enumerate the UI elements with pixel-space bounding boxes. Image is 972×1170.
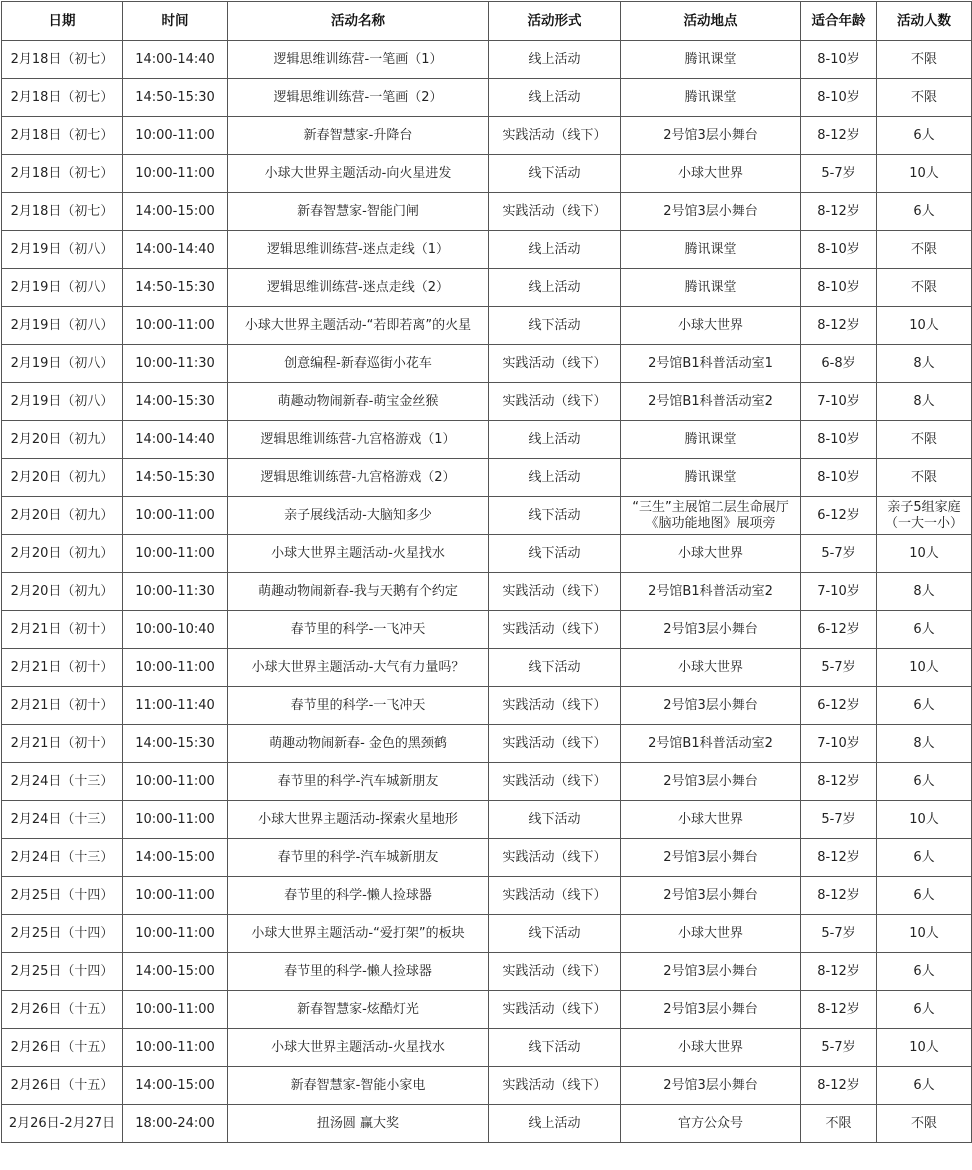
cell-location: 官方公众号 bbox=[621, 1105, 801, 1143]
cell-time: 14:00-14:40 bbox=[123, 41, 228, 79]
cell-age: 5-7岁 bbox=[801, 649, 877, 687]
cell-age: 7-10岁 bbox=[801, 383, 877, 421]
cell-age: 6-8岁 bbox=[801, 345, 877, 383]
header-location: 活动地点 bbox=[621, 2, 801, 41]
table-row bbox=[2, 79, 972, 117]
cell-activity-name: 春节里的科学-一飞冲天 bbox=[228, 611, 489, 649]
table-body bbox=[2, 41, 972, 1143]
cell-activity-format: 实践活动（线下） bbox=[489, 611, 621, 649]
cell-activity-format: 线上活动 bbox=[489, 269, 621, 307]
header-row bbox=[2, 2, 972, 41]
cell-age: 不限 bbox=[801, 1105, 877, 1143]
cell-time: 10:00-11:00 bbox=[123, 117, 228, 155]
cell-date: 2月20日（初九） bbox=[2, 421, 123, 459]
cell-activity-format: 线下活动 bbox=[489, 307, 621, 345]
cell-capacity: 10人 bbox=[877, 535, 972, 573]
table-row bbox=[2, 725, 972, 763]
cell-activity-name: 小球大世界主题活动-“若即若离”的火星 bbox=[228, 307, 489, 345]
cell-capacity: 6人 bbox=[877, 687, 972, 725]
cell-time: 10:00-11:00 bbox=[123, 649, 228, 687]
cell-activity-name: 亲子展线活动-大脑知多少 bbox=[228, 497, 489, 535]
cell-location: 2号馆3层小舞台 bbox=[621, 611, 801, 649]
cell-time: 10:00-11:00 bbox=[123, 1029, 228, 1067]
cell-capacity: 不限 bbox=[877, 231, 972, 269]
cell-capacity: 不限 bbox=[877, 269, 972, 307]
cell-age: 8-12岁 bbox=[801, 117, 877, 155]
cell-activity-name: 萌趣动物闹新春-萌宝金丝猴 bbox=[228, 383, 489, 421]
cell-activity-format: 实践活动（线下） bbox=[489, 991, 621, 1029]
cell-activity-format: 线上活动 bbox=[489, 41, 621, 79]
table-row bbox=[2, 1067, 972, 1105]
cell-time: 10:00-11:00 bbox=[123, 497, 228, 535]
cell-capacity: 6人 bbox=[877, 763, 972, 801]
cell-date: 2月24日（十三） bbox=[2, 801, 123, 839]
cell-date: 2月19日（初八） bbox=[2, 345, 123, 383]
cell-time: 14:50-15:30 bbox=[123, 459, 228, 497]
cell-location: 2号馆B1科普活动室2 bbox=[621, 725, 801, 763]
cell-activity-format: 实践活动（线下） bbox=[489, 877, 621, 915]
cell-activity-format: 实践活动（线下） bbox=[489, 725, 621, 763]
cell-activity-name: 新春智慧家-智能小家电 bbox=[228, 1067, 489, 1105]
cell-activity-format: 线下活动 bbox=[489, 497, 621, 535]
cell-capacity: 6人 bbox=[877, 117, 972, 155]
cell-age: 8-12岁 bbox=[801, 991, 877, 1029]
cell-activity-name: 小球大世界主题活动-向火星进发 bbox=[228, 155, 489, 193]
table-row bbox=[2, 839, 972, 877]
cell-time: 10:00-11:00 bbox=[123, 763, 228, 801]
cell-activity-name: 萌趣动物闹新春- 金色的黑颈鹤 bbox=[228, 725, 489, 763]
cell-age: 5-7岁 bbox=[801, 155, 877, 193]
cell-activity-name: 逻辑思维训练营-九宫格游戏（1） bbox=[228, 421, 489, 459]
cell-date: 2月20日（初九） bbox=[2, 573, 123, 611]
table-row bbox=[2, 421, 972, 459]
cell-date: 2月19日（初八） bbox=[2, 307, 123, 345]
cell-time: 10:00-11:00 bbox=[123, 307, 228, 345]
table-row bbox=[2, 193, 972, 231]
cell-date: 2月19日（初八） bbox=[2, 269, 123, 307]
cell-time: 10:00-11:30 bbox=[123, 573, 228, 611]
cell-location: 腾讯课堂 bbox=[621, 41, 801, 79]
cell-activity-format: 实践活动（线下） bbox=[489, 763, 621, 801]
cell-activity-name: 小球大世界主题活动-火星找水 bbox=[228, 1029, 489, 1067]
cell-time: 10:00-11:30 bbox=[123, 345, 228, 383]
cell-activity-name: 逻辑思维训练营-迷点走线（2） bbox=[228, 269, 489, 307]
cell-age: 8-12岁 bbox=[801, 953, 877, 991]
cell-activity-format: 线下活动 bbox=[489, 535, 621, 573]
cell-location: 2号馆3层小舞台 bbox=[621, 193, 801, 231]
cell-capacity: 6人 bbox=[877, 953, 972, 991]
cell-age: 8-10岁 bbox=[801, 269, 877, 307]
cell-activity-format: 实践活动（线下） bbox=[489, 839, 621, 877]
cell-activity-format: 线上活动 bbox=[489, 1105, 621, 1143]
table-row bbox=[2, 117, 972, 155]
cell-date: 2月18日（初七） bbox=[2, 41, 123, 79]
cell-activity-name: 春节里的科学-汽车城新朋友 bbox=[228, 763, 489, 801]
cell-capacity: 不限 bbox=[877, 1105, 972, 1143]
cell-date: 2月18日（初七） bbox=[2, 117, 123, 155]
cell-age: 8-12岁 bbox=[801, 307, 877, 345]
table-row bbox=[2, 991, 972, 1029]
cell-age: 8-10岁 bbox=[801, 231, 877, 269]
table-row bbox=[2, 231, 972, 269]
cell-activity-name: 小球大世界主题活动-探索火星地形 bbox=[228, 801, 489, 839]
cell-capacity: 10人 bbox=[877, 915, 972, 953]
cell-location: 2号馆3层小舞台 bbox=[621, 953, 801, 991]
cell-location: 小球大世界 bbox=[621, 535, 801, 573]
cell-location: 小球大世界 bbox=[621, 155, 801, 193]
cell-age: 5-7岁 bbox=[801, 1029, 877, 1067]
cell-date: 2月21日（初十） bbox=[2, 725, 123, 763]
activity-schedule-table bbox=[1, 1, 972, 1143]
cell-time: 14:00-14:40 bbox=[123, 421, 228, 459]
cell-age: 6-12岁 bbox=[801, 687, 877, 725]
cell-location: 腾讯课堂 bbox=[621, 79, 801, 117]
cell-location: 2号馆3层小舞台 bbox=[621, 687, 801, 725]
cell-activity-name: 小球大世界主题活动-大气有力量吗？ bbox=[228, 649, 489, 687]
cell-activity-format: 线下活动 bbox=[489, 1029, 621, 1067]
cell-capacity: 8人 bbox=[877, 573, 972, 611]
cell-date: 2月21日（初十） bbox=[2, 687, 123, 725]
cell-activity-name: 春节里的科学-一飞冲天 bbox=[228, 687, 489, 725]
cell-capacity: 6人 bbox=[877, 877, 972, 915]
cell-date: 2月20日（初九） bbox=[2, 459, 123, 497]
cell-time: 14:00-15:00 bbox=[123, 839, 228, 877]
cell-capacity: 10人 bbox=[877, 1029, 972, 1067]
cell-activity-format: 实践活动（线下） bbox=[489, 383, 621, 421]
cell-date: 2月21日（初十） bbox=[2, 611, 123, 649]
cell-activity-format: 线上活动 bbox=[489, 231, 621, 269]
cell-activity-name: 逻辑思维训练营-迷点走线（1） bbox=[228, 231, 489, 269]
cell-location: 2号馆3层小舞台 bbox=[621, 117, 801, 155]
cell-activity-name: 新春智慧家-智能门闸 bbox=[228, 193, 489, 231]
cell-activity-format: 实践活动（线下） bbox=[489, 193, 621, 231]
cell-time: 10:00-11:00 bbox=[123, 915, 228, 953]
cell-date: 2月18日（初七） bbox=[2, 155, 123, 193]
cell-age: 8-12岁 bbox=[801, 763, 877, 801]
cell-date: 2月20日（初九） bbox=[2, 497, 123, 535]
cell-activity-name: 创意编程-新春巡街小花车 bbox=[228, 345, 489, 383]
header-capacity: 活动人数 bbox=[877, 2, 972, 41]
cell-capacity: 8人 bbox=[877, 345, 972, 383]
cell-time: 14:00-15:00 bbox=[123, 1067, 228, 1105]
cell-age: 8-10岁 bbox=[801, 79, 877, 117]
cell-activity-format: 线上活动 bbox=[489, 79, 621, 117]
cell-capacity: 不限 bbox=[877, 41, 972, 79]
header-activity-name: 活动名称 bbox=[228, 2, 489, 41]
cell-location: 小球大世界 bbox=[621, 307, 801, 345]
cell-location: 腾讯课堂 bbox=[621, 231, 801, 269]
cell-capacity: 不限 bbox=[877, 79, 972, 117]
cell-age: 5-7岁 bbox=[801, 535, 877, 573]
cell-location: 腾讯课堂 bbox=[621, 421, 801, 459]
cell-time: 10:00-11:00 bbox=[123, 877, 228, 915]
cell-date: 2月24日（十三） bbox=[2, 839, 123, 877]
cell-date: 2月25日（十四） bbox=[2, 877, 123, 915]
table-row bbox=[2, 573, 972, 611]
table-row bbox=[2, 269, 972, 307]
table-row bbox=[2, 155, 972, 193]
cell-age: 6-12岁 bbox=[801, 497, 877, 535]
cell-time: 14:00-15:30 bbox=[123, 725, 228, 763]
cell-age: 5-7岁 bbox=[801, 801, 877, 839]
cell-age: 8-12岁 bbox=[801, 1067, 877, 1105]
cell-activity-name: 新春智慧家-升降台 bbox=[228, 117, 489, 155]
table-row bbox=[2, 41, 972, 79]
table-row bbox=[2, 497, 972, 535]
table-row bbox=[2, 915, 972, 953]
cell-activity-name: 逻辑思维训练营-一笔画（1） bbox=[228, 41, 489, 79]
cell-time: 11:00-11:40 bbox=[123, 687, 228, 725]
header-activity-format: 活动形式 bbox=[489, 2, 621, 41]
cell-location: 2号馆3层小舞台 bbox=[621, 1067, 801, 1105]
cell-capacity: 10人 bbox=[877, 155, 972, 193]
cell-location: 小球大世界 bbox=[621, 801, 801, 839]
header-date: 日期 bbox=[2, 2, 123, 41]
cell-capacity: 不限 bbox=[877, 459, 972, 497]
cell-activity-format: 实践活动（线下） bbox=[489, 1067, 621, 1105]
cell-age: 8-10岁 bbox=[801, 459, 877, 497]
cell-activity-name: 扭汤圆 赢大奖 bbox=[228, 1105, 489, 1143]
cell-location: 腾讯课堂 bbox=[621, 269, 801, 307]
cell-capacity: 6人 bbox=[877, 991, 972, 1029]
cell-capacity: 10人 bbox=[877, 801, 972, 839]
table-row bbox=[2, 687, 972, 725]
cell-age: 6-12岁 bbox=[801, 611, 877, 649]
cell-capacity: 8人 bbox=[877, 725, 972, 763]
table-row bbox=[2, 649, 972, 687]
cell-activity-format: 实践活动（线下） bbox=[489, 573, 621, 611]
cell-age: 8-10岁 bbox=[801, 41, 877, 79]
cell-time: 18:00-24:00 bbox=[123, 1105, 228, 1143]
cell-date: 2月26日-2月27日 bbox=[2, 1105, 123, 1143]
cell-date: 2月19日（初八） bbox=[2, 231, 123, 269]
cell-time: 14:50-15:30 bbox=[123, 269, 228, 307]
cell-age: 5-7岁 bbox=[801, 915, 877, 953]
cell-location: 2号馆B1科普活动室1 bbox=[621, 345, 801, 383]
cell-activity-format: 线上活动 bbox=[489, 459, 621, 497]
cell-capacity: 10人 bbox=[877, 307, 972, 345]
cell-time: 10:00-10:40 bbox=[123, 611, 228, 649]
cell-time: 10:00-11:00 bbox=[123, 535, 228, 573]
cell-date: 2月18日（初七） bbox=[2, 79, 123, 117]
cell-age: 7-10岁 bbox=[801, 573, 877, 611]
cell-activity-format: 线下活动 bbox=[489, 155, 621, 193]
cell-date: 2月19日（初八） bbox=[2, 383, 123, 421]
cell-activity-format: 实践活动（线下） bbox=[489, 345, 621, 383]
cell-activity-name: 春节里的科学-懒人捡球器 bbox=[228, 953, 489, 991]
cell-activity-name: 逻辑思维训练营-一笔画（2） bbox=[228, 79, 489, 117]
cell-activity-format: 线下活动 bbox=[489, 649, 621, 687]
table-row bbox=[2, 877, 972, 915]
cell-activity-name: 萌趣动物闹新春-我与天鹅有个约定 bbox=[228, 573, 489, 611]
cell-activity-name: 小球大世界主题活动-“爱打架”的板块 bbox=[228, 915, 489, 953]
cell-capacity: 6人 bbox=[877, 611, 972, 649]
cell-capacity: 6人 bbox=[877, 1067, 972, 1105]
cell-activity-format: 线下活动 bbox=[489, 915, 621, 953]
cell-age: 7-10岁 bbox=[801, 725, 877, 763]
table-row bbox=[2, 953, 972, 991]
cell-location: 2号馆3层小舞台 bbox=[621, 877, 801, 915]
cell-date: 2月26日（十五） bbox=[2, 1029, 123, 1067]
cell-capacity: 10人 bbox=[877, 649, 972, 687]
cell-location: 小球大世界 bbox=[621, 1029, 801, 1067]
cell-time: 14:00-14:40 bbox=[123, 231, 228, 269]
cell-activity-format: 线上活动 bbox=[489, 421, 621, 459]
header-time: 时间 bbox=[123, 2, 228, 41]
cell-time: 14:00-15:30 bbox=[123, 383, 228, 421]
cell-date: 2月25日（十四） bbox=[2, 915, 123, 953]
cell-time: 14:50-15:30 bbox=[123, 79, 228, 117]
table-row bbox=[2, 801, 972, 839]
table-row bbox=[2, 345, 972, 383]
cell-time: 14:00-15:00 bbox=[123, 193, 228, 231]
cell-date: 2月20日（初九） bbox=[2, 535, 123, 573]
table-row bbox=[2, 611, 972, 649]
cell-location: 2号馆B1科普活动室2 bbox=[621, 383, 801, 421]
table-header bbox=[2, 2, 972, 41]
cell-activity-name: 春节里的科学-懒人捡球器 bbox=[228, 877, 489, 915]
cell-date: 2月26日（十五） bbox=[2, 1067, 123, 1105]
cell-time: 10:00-11:00 bbox=[123, 801, 228, 839]
cell-activity-name: 逻辑思维训练营-九宫格游戏（2） bbox=[228, 459, 489, 497]
cell-capacity: 不限 bbox=[877, 421, 972, 459]
cell-capacity: 6人 bbox=[877, 839, 972, 877]
cell-age: 8-10岁 bbox=[801, 421, 877, 459]
cell-time: 10:00-11:00 bbox=[123, 155, 228, 193]
cell-time: 10:00-11:00 bbox=[123, 991, 228, 1029]
cell-date: 2月21日（初十） bbox=[2, 649, 123, 687]
header-age: 适合年龄 bbox=[801, 2, 877, 41]
cell-activity-format: 实践活动（线下） bbox=[489, 117, 621, 155]
cell-location: 腾讯课堂 bbox=[621, 459, 801, 497]
cell-capacity: 6人 bbox=[877, 193, 972, 231]
table-row bbox=[2, 535, 972, 573]
table-row bbox=[2, 1029, 972, 1067]
table-row bbox=[2, 763, 972, 801]
cell-capacity: 8人 bbox=[877, 383, 972, 421]
table-row bbox=[2, 459, 972, 497]
table-row bbox=[2, 307, 972, 345]
cell-date: 2月26日（十五） bbox=[2, 991, 123, 1029]
cell-date: 2月25日（十四） bbox=[2, 953, 123, 991]
cell-location: 小球大世界 bbox=[621, 649, 801, 687]
cell-date: 2月18日（初七） bbox=[2, 193, 123, 231]
cell-age: 8-12岁 bbox=[801, 839, 877, 877]
cell-capacity: 亲子5组家庭（一大一小） bbox=[877, 497, 972, 535]
cell-age: 8-12岁 bbox=[801, 193, 877, 231]
table-row bbox=[2, 383, 972, 421]
cell-location: 2号馆B1科普活动室2 bbox=[621, 573, 801, 611]
cell-location: 小球大世界 bbox=[621, 915, 801, 953]
cell-activity-name: 春节里的科学-汽车城新朋友 bbox=[228, 839, 489, 877]
cell-activity-format: 实践活动（线下） bbox=[489, 687, 621, 725]
cell-activity-name: 新春智慧家-炫酷灯光 bbox=[228, 991, 489, 1029]
cell-activity-name: 小球大世界主题活动-火星找水 bbox=[228, 535, 489, 573]
cell-activity-format: 线下活动 bbox=[489, 801, 621, 839]
cell-age: 8-12岁 bbox=[801, 877, 877, 915]
cell-time: 14:00-15:00 bbox=[123, 953, 228, 991]
cell-location: “三生”主展馆二层生命展厅《脑功能地图》展项旁 bbox=[621, 497, 801, 535]
table-row bbox=[2, 1105, 972, 1143]
cell-location: 2号馆3层小舞台 bbox=[621, 763, 801, 801]
cell-activity-format: 实践活动（线下） bbox=[489, 953, 621, 991]
cell-date: 2月24日（十三） bbox=[2, 763, 123, 801]
cell-location: 2号馆3层小舞台 bbox=[621, 839, 801, 877]
cell-location: 2号馆3层小舞台 bbox=[621, 991, 801, 1029]
